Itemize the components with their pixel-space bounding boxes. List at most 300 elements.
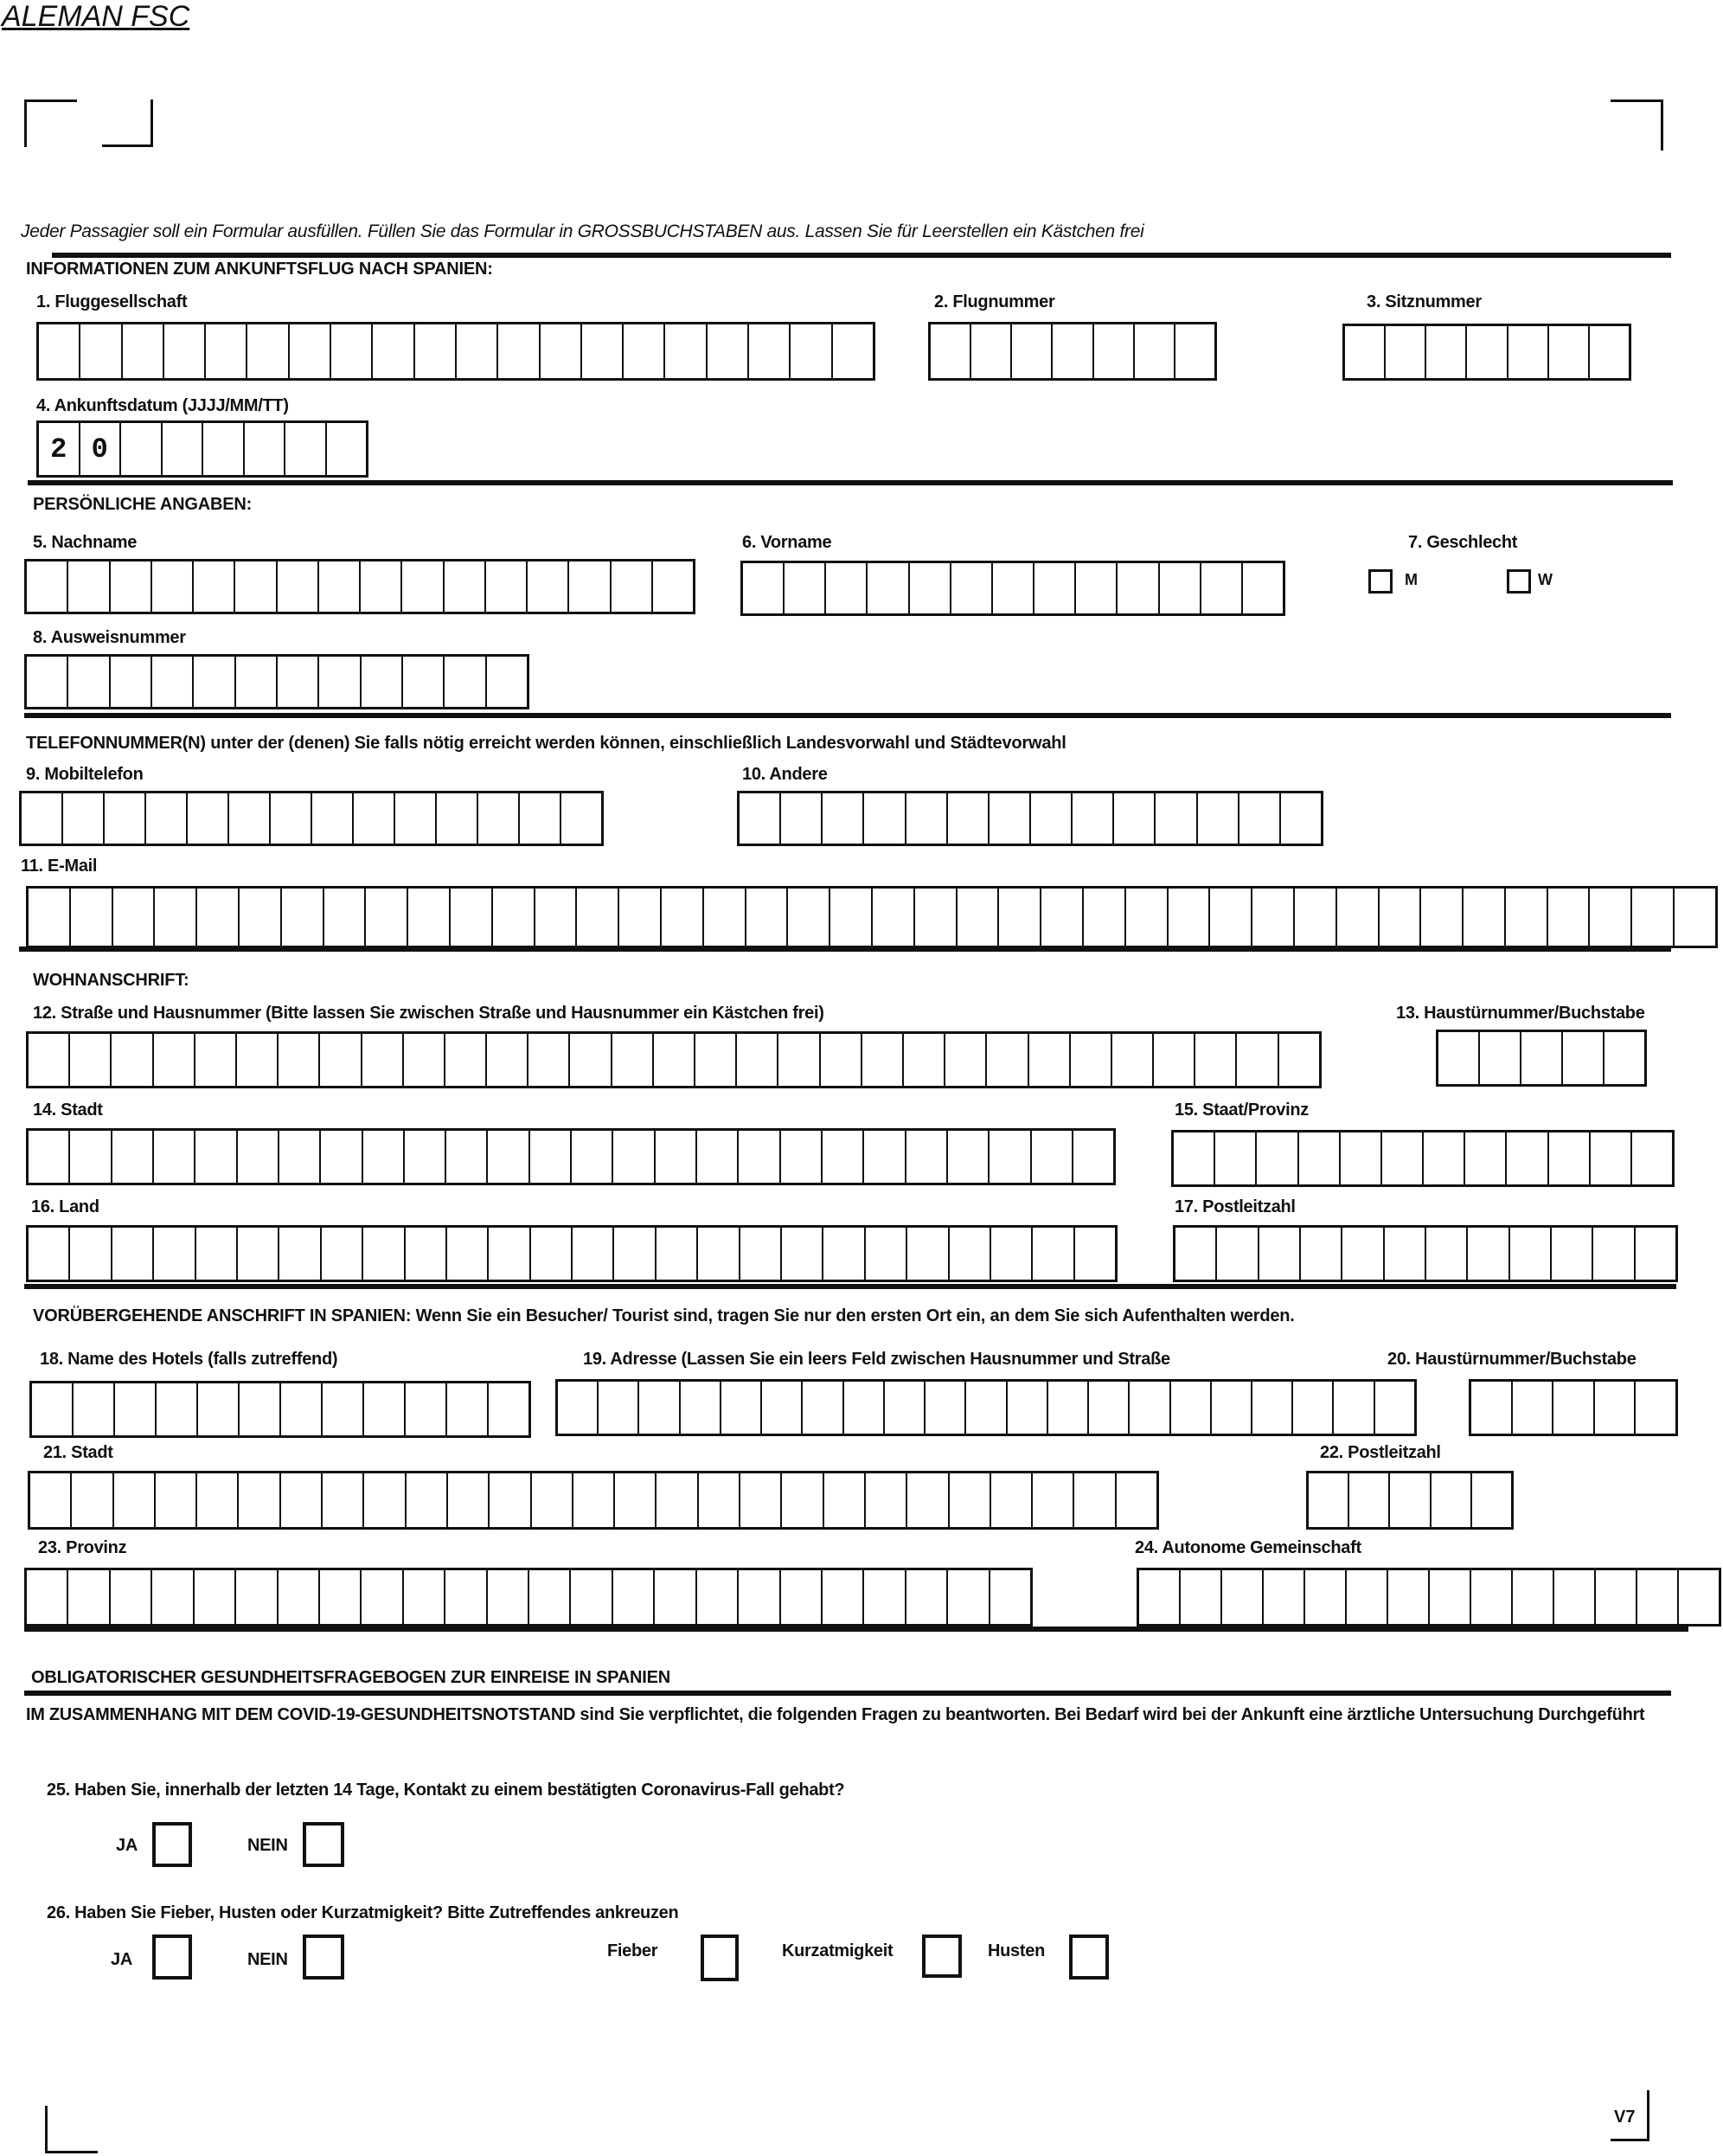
date-digit-3[interactable] xyxy=(121,423,163,475)
char-box[interactable] xyxy=(27,657,68,707)
char-box[interactable] xyxy=(240,889,282,946)
char-box[interactable] xyxy=(115,1383,157,1435)
char-box[interactable] xyxy=(362,1570,403,1624)
char-box[interactable] xyxy=(1169,889,1211,946)
char-box[interactable] xyxy=(361,561,402,612)
char-box[interactable] xyxy=(1636,1228,1675,1280)
temp-postal-code-field[interactable] xyxy=(1306,1471,1514,1530)
char-box[interactable] xyxy=(864,793,906,844)
char-box[interactable] xyxy=(864,1131,906,1183)
char-box[interactable] xyxy=(987,1034,1028,1086)
char-box[interactable] xyxy=(613,1131,655,1183)
char-box[interactable] xyxy=(948,1131,990,1183)
char-box[interactable] xyxy=(488,1131,529,1183)
char-box[interactable] xyxy=(906,1570,948,1624)
airline-field[interactable] xyxy=(36,322,875,381)
id-number-field[interactable] xyxy=(24,654,529,709)
char-box[interactable] xyxy=(1632,1133,1672,1184)
char-box[interactable] xyxy=(990,1131,1031,1183)
char-box[interactable] xyxy=(364,1473,406,1527)
last-name-field[interactable] xyxy=(24,559,695,614)
char-box[interactable] xyxy=(112,1034,153,1086)
char-box[interactable] xyxy=(279,1228,321,1280)
char-box[interactable] xyxy=(404,1034,445,1086)
char-box[interactable] xyxy=(405,1131,446,1183)
char-box[interactable] xyxy=(823,1228,865,1280)
char-box[interactable] xyxy=(743,563,785,613)
char-box[interactable] xyxy=(740,1228,782,1280)
char-box[interactable] xyxy=(1432,1473,1472,1527)
char-box[interactable] xyxy=(30,1473,72,1527)
char-box[interactable] xyxy=(1130,1382,1170,1434)
char-box[interactable] xyxy=(619,889,662,946)
char-box[interactable] xyxy=(1426,1228,1468,1280)
char-box[interactable] xyxy=(63,793,105,844)
char-box[interactable] xyxy=(1421,889,1464,946)
char-box[interactable] xyxy=(281,1383,323,1435)
char-box[interactable] xyxy=(71,889,113,946)
char-box[interactable] xyxy=(1430,1570,1471,1624)
q26-nein-checkbox[interactable] xyxy=(303,1935,344,1980)
char-box[interactable] xyxy=(613,1570,655,1624)
char-box[interactable] xyxy=(146,793,188,844)
state-field[interactable] xyxy=(1171,1130,1675,1187)
char-box[interactable] xyxy=(991,1228,1033,1280)
char-box[interactable] xyxy=(154,1034,195,1086)
char-box[interactable] xyxy=(681,1382,721,1434)
char-box[interactable] xyxy=(123,324,164,378)
char-box[interactable] xyxy=(29,1034,70,1086)
char-box[interactable] xyxy=(1424,1133,1465,1184)
char-box[interactable] xyxy=(445,1034,487,1086)
date-digit-4[interactable] xyxy=(163,423,204,475)
q25-ja-checkbox[interactable] xyxy=(152,1822,192,1867)
char-box[interactable] xyxy=(322,1228,363,1280)
char-box[interactable] xyxy=(697,1131,739,1183)
char-box[interactable] xyxy=(1507,1133,1548,1184)
door-number-field[interactable] xyxy=(1436,1030,1647,1087)
char-box[interactable] xyxy=(1508,326,1549,378)
char-box[interactable] xyxy=(1382,1133,1424,1184)
char-box[interactable] xyxy=(999,889,1041,946)
char-box[interactable] xyxy=(721,1382,762,1434)
char-box[interactable] xyxy=(1076,563,1118,613)
char-box[interactable] xyxy=(395,793,437,844)
char-box[interactable] xyxy=(238,1131,279,1183)
char-box[interactable] xyxy=(1073,1131,1113,1183)
postal-code-field[interactable] xyxy=(1173,1225,1678,1282)
char-box[interactable] xyxy=(1084,889,1126,946)
char-box[interactable] xyxy=(407,1473,448,1527)
char-box[interactable] xyxy=(247,324,289,378)
char-box[interactable] xyxy=(27,561,68,612)
char-box[interactable] xyxy=(1471,1382,1513,1434)
char-box[interactable] xyxy=(363,1228,405,1280)
char-box[interactable] xyxy=(657,1473,698,1527)
char-box[interactable] xyxy=(821,1034,862,1086)
char-box[interactable] xyxy=(906,793,948,844)
char-box[interactable] xyxy=(1239,793,1281,844)
char-box[interactable] xyxy=(1471,1570,1513,1624)
char-box[interactable] xyxy=(415,324,457,378)
char-box[interactable] xyxy=(29,1228,70,1280)
char-box[interactable] xyxy=(1510,1228,1552,1280)
char-box[interactable] xyxy=(39,324,80,378)
char-box[interactable] xyxy=(70,1034,112,1086)
char-box[interactable] xyxy=(990,793,1031,844)
char-box[interactable] xyxy=(915,889,958,946)
char-box[interactable] xyxy=(740,1473,782,1527)
char-box[interactable] xyxy=(236,1570,278,1624)
char-box[interactable] xyxy=(196,1228,238,1280)
char-box[interactable] xyxy=(1472,1473,1511,1527)
char-box[interactable] xyxy=(571,1570,612,1624)
char-box[interactable] xyxy=(530,1131,572,1183)
char-box[interactable] xyxy=(74,1383,115,1435)
char-box[interactable] xyxy=(238,1228,279,1280)
char-box[interactable] xyxy=(240,1383,281,1435)
char-box[interactable] xyxy=(966,1382,1007,1434)
char-box[interactable] xyxy=(572,1131,613,1183)
char-box[interactable] xyxy=(319,657,361,707)
char-box[interactable] xyxy=(373,324,414,378)
char-box[interactable] xyxy=(624,324,665,378)
char-box[interactable] xyxy=(105,793,146,844)
char-box[interactable] xyxy=(1349,1473,1390,1527)
char-box[interactable] xyxy=(493,889,535,946)
char-box[interactable] xyxy=(331,324,373,378)
char-box[interactable] xyxy=(366,889,408,946)
arrival-date-field[interactable] xyxy=(36,420,368,478)
char-box[interactable] xyxy=(113,889,156,946)
char-box[interactable] xyxy=(1257,1133,1298,1184)
char-box[interactable] xyxy=(363,1131,405,1183)
char-box[interactable] xyxy=(570,1034,612,1086)
char-box[interactable] xyxy=(950,1473,991,1527)
char-box[interactable] xyxy=(1029,1034,1071,1086)
char-box[interactable] xyxy=(1342,1228,1384,1280)
char-box[interactable] xyxy=(27,1570,68,1624)
q25-nein-checkbox[interactable] xyxy=(303,1822,344,1867)
char-box[interactable] xyxy=(1175,1228,1217,1280)
char-box[interactable] xyxy=(1139,1570,1181,1624)
char-box[interactable] xyxy=(320,1034,362,1086)
char-box[interactable] xyxy=(195,1570,236,1624)
char-box[interactable] xyxy=(235,561,277,612)
char-box[interactable] xyxy=(1252,1382,1293,1434)
char-box[interactable] xyxy=(194,657,235,707)
char-box[interactable] xyxy=(782,1228,823,1280)
char-box[interactable] xyxy=(532,1473,573,1527)
char-box[interactable] xyxy=(535,889,578,946)
seat-number-field[interactable] xyxy=(1342,324,1631,381)
char-box[interactable] xyxy=(782,1473,823,1527)
hotel-name-field[interactable] xyxy=(29,1381,531,1438)
char-box[interactable] xyxy=(599,1382,639,1434)
char-box[interactable] xyxy=(824,1473,866,1527)
char-box[interactable] xyxy=(1345,326,1386,378)
char-box[interactable] xyxy=(111,657,152,707)
char-box[interactable] xyxy=(1590,326,1629,378)
char-box[interactable] xyxy=(1595,1382,1637,1434)
char-box[interactable] xyxy=(364,1383,406,1435)
char-box[interactable] xyxy=(582,324,624,378)
gender-w-checkbox[interactable] xyxy=(1507,569,1531,594)
char-box[interactable] xyxy=(1632,889,1675,946)
char-box[interactable] xyxy=(1465,1133,1507,1184)
fever-checkbox[interactable] xyxy=(701,1935,739,1981)
char-box[interactable] xyxy=(1637,1570,1679,1624)
char-box[interactable] xyxy=(1341,1133,1382,1184)
char-box[interactable] xyxy=(1032,1131,1073,1183)
char-box[interactable] xyxy=(1174,1133,1215,1184)
char-box[interactable] xyxy=(1210,889,1252,946)
char-box[interactable] xyxy=(1549,326,1590,378)
autonomous-community-field[interactable] xyxy=(1137,1568,1721,1627)
char-box[interactable] xyxy=(971,324,1012,378)
char-box[interactable] xyxy=(698,1228,740,1280)
char-box[interactable] xyxy=(1375,1382,1414,1434)
char-box[interactable] xyxy=(164,324,206,378)
char-box[interactable] xyxy=(993,563,1034,613)
char-box[interactable] xyxy=(154,1228,195,1280)
char-box[interactable] xyxy=(112,1131,154,1183)
char-box[interactable] xyxy=(281,1473,323,1527)
char-box[interactable] xyxy=(931,324,971,378)
char-box[interactable] xyxy=(437,793,478,844)
char-box[interactable] xyxy=(279,1034,320,1086)
temp-street-field[interactable] xyxy=(555,1379,1417,1436)
char-box[interactable] xyxy=(404,1570,445,1624)
char-box[interactable] xyxy=(447,1383,489,1435)
char-box[interactable] xyxy=(1181,1570,1222,1624)
char-box[interactable] xyxy=(32,1383,74,1435)
char-box[interactable] xyxy=(740,793,781,844)
char-box[interactable] xyxy=(487,657,527,707)
char-box[interactable] xyxy=(950,1228,991,1280)
char-box[interactable] xyxy=(206,324,247,378)
char-box[interactable] xyxy=(1135,324,1175,378)
char-box[interactable] xyxy=(907,1473,949,1527)
char-box[interactable] xyxy=(1385,1228,1426,1280)
char-box[interactable] xyxy=(926,1382,966,1434)
char-box[interactable] xyxy=(573,1473,615,1527)
char-box[interactable] xyxy=(239,1473,280,1527)
char-box[interactable] xyxy=(278,561,319,612)
char-box[interactable] xyxy=(656,1131,697,1183)
char-box[interactable] xyxy=(833,324,873,378)
char-box[interactable] xyxy=(781,1570,823,1624)
char-box[interactable] xyxy=(282,889,324,946)
char-box[interactable] xyxy=(448,1473,490,1527)
char-box[interactable] xyxy=(830,889,873,946)
char-box[interactable] xyxy=(990,1570,1030,1624)
char-box[interactable] xyxy=(695,1034,737,1086)
char-box[interactable] xyxy=(1480,1032,1521,1084)
char-box[interactable] xyxy=(945,1034,987,1086)
char-box[interactable] xyxy=(1305,1570,1347,1624)
char-box[interactable] xyxy=(520,793,561,844)
char-box[interactable] xyxy=(319,561,361,612)
char-box[interactable] xyxy=(561,793,601,844)
char-box[interactable] xyxy=(573,1228,614,1280)
char-box[interactable] xyxy=(1252,889,1295,946)
char-box[interactable] xyxy=(445,657,486,707)
gender-m-checkbox[interactable] xyxy=(1368,569,1393,594)
char-box[interactable] xyxy=(156,1473,197,1527)
char-box[interactable] xyxy=(1243,563,1283,613)
char-box[interactable] xyxy=(1071,1034,1112,1086)
date-digit-1[interactable]: 2 xyxy=(39,423,80,475)
char-box[interactable] xyxy=(1380,889,1422,946)
char-box[interactable] xyxy=(558,1382,599,1434)
char-box[interactable] xyxy=(749,324,791,378)
char-box[interactable] xyxy=(612,1034,654,1086)
char-box[interactable] xyxy=(785,563,826,613)
char-box[interactable] xyxy=(868,563,909,613)
char-box[interactable] xyxy=(229,793,271,844)
char-box[interactable] xyxy=(478,793,520,844)
char-box[interactable] xyxy=(312,793,354,844)
char-box[interactable] xyxy=(1222,1570,1264,1624)
char-box[interactable] xyxy=(1053,324,1093,378)
char-box[interactable] xyxy=(1160,563,1201,613)
char-box[interactable] xyxy=(1154,1034,1195,1086)
char-box[interactable] xyxy=(195,1131,237,1183)
char-box[interactable] xyxy=(188,793,229,844)
char-box[interactable] xyxy=(1259,1228,1301,1280)
char-box[interactable] xyxy=(1521,1032,1563,1084)
char-box[interactable] xyxy=(1506,889,1548,946)
char-box[interactable] xyxy=(958,889,1000,946)
char-box[interactable] xyxy=(80,324,122,378)
char-box[interactable] xyxy=(1386,326,1426,378)
q26-ja-checkbox[interactable] xyxy=(152,1935,192,1980)
province-field[interactable] xyxy=(24,1568,1033,1627)
char-box[interactable] xyxy=(490,1473,531,1527)
char-box[interactable] xyxy=(1337,889,1380,946)
char-box[interactable] xyxy=(1073,793,1114,844)
char-box[interactable] xyxy=(1552,1228,1593,1280)
char-box[interactable] xyxy=(197,1473,239,1527)
char-box[interactable] xyxy=(321,1131,362,1183)
char-box[interactable] xyxy=(362,1034,404,1086)
char-box[interactable] xyxy=(697,1570,739,1624)
char-box[interactable] xyxy=(866,1473,907,1527)
char-box[interactable] xyxy=(615,1473,657,1527)
char-box[interactable] xyxy=(1033,1473,1074,1527)
char-box[interactable] xyxy=(791,324,832,378)
street-field[interactable] xyxy=(26,1031,1322,1088)
char-box[interactable] xyxy=(910,563,951,613)
city-field[interactable] xyxy=(26,1128,1116,1185)
char-box[interactable] xyxy=(654,1034,695,1086)
char-box[interactable] xyxy=(1426,326,1467,378)
char-box[interactable] xyxy=(70,1228,112,1280)
char-box[interactable] xyxy=(278,657,319,707)
char-box[interactable] xyxy=(1513,1570,1554,1624)
char-box[interactable] xyxy=(1281,793,1321,844)
char-box[interactable] xyxy=(445,561,486,612)
char-box[interactable] xyxy=(406,1228,447,1280)
char-box[interactable] xyxy=(1593,1228,1635,1280)
other-phone-field[interactable] xyxy=(737,791,1323,846)
temp-city-field[interactable] xyxy=(28,1471,1159,1530)
char-box[interactable] xyxy=(1591,1133,1632,1184)
char-box[interactable] xyxy=(612,561,653,612)
char-box[interactable] xyxy=(112,1228,154,1280)
char-box[interactable] xyxy=(1033,1228,1074,1280)
char-box[interactable] xyxy=(1201,563,1243,613)
char-box[interactable] xyxy=(1117,1473,1156,1527)
char-box[interactable] xyxy=(197,889,240,946)
char-box[interactable] xyxy=(531,1228,573,1280)
char-box[interactable] xyxy=(739,1131,780,1183)
char-box[interactable] xyxy=(323,1383,364,1435)
char-box[interactable] xyxy=(803,1382,843,1434)
char-box[interactable] xyxy=(1175,324,1214,378)
char-box[interactable] xyxy=(788,889,830,946)
char-box[interactable] xyxy=(271,793,312,844)
char-box[interactable] xyxy=(489,1228,530,1280)
email-field[interactable] xyxy=(26,886,1718,948)
char-box[interactable] xyxy=(1675,889,1715,946)
char-box[interactable] xyxy=(1309,1473,1349,1527)
char-box[interactable] xyxy=(1468,1228,1509,1280)
char-box[interactable] xyxy=(446,1131,488,1183)
date-digit-8[interactable] xyxy=(327,423,367,475)
char-box[interactable] xyxy=(1295,889,1337,946)
char-box[interactable] xyxy=(528,1034,570,1086)
char-box[interactable] xyxy=(155,889,197,946)
temp-door-number-field[interactable] xyxy=(1469,1379,1678,1436)
char-box[interactable] xyxy=(541,324,582,378)
char-box[interactable] xyxy=(699,1473,740,1527)
char-box[interactable] xyxy=(236,657,278,707)
char-box[interactable] xyxy=(1094,324,1135,378)
char-box[interactable] xyxy=(1264,1570,1305,1624)
char-box[interactable] xyxy=(152,657,194,707)
char-box[interactable] xyxy=(1171,1382,1212,1434)
date-digit-7[interactable] xyxy=(285,423,327,475)
char-box[interactable] xyxy=(68,561,110,612)
char-box[interactable] xyxy=(704,889,746,946)
char-box[interactable] xyxy=(653,561,693,612)
char-box[interactable] xyxy=(864,1570,906,1624)
char-box[interactable] xyxy=(1299,1133,1341,1184)
date-digit-5[interactable] xyxy=(203,423,245,475)
char-box[interactable] xyxy=(70,1131,112,1183)
char-box[interactable] xyxy=(279,1131,321,1183)
char-box[interactable] xyxy=(402,561,444,612)
char-box[interactable] xyxy=(1195,1034,1237,1086)
char-box[interactable] xyxy=(739,1570,780,1624)
flight-number-field[interactable] xyxy=(928,322,1217,381)
char-box[interactable] xyxy=(737,1034,778,1086)
char-box[interactable] xyxy=(1590,889,1632,946)
char-box[interactable] xyxy=(823,1131,864,1183)
country-field[interactable] xyxy=(26,1225,1118,1282)
char-box[interactable] xyxy=(991,1473,1033,1527)
char-box[interactable] xyxy=(569,561,611,612)
char-box[interactable] xyxy=(362,657,403,707)
char-box[interactable] xyxy=(528,561,569,612)
char-box[interactable] xyxy=(1048,1382,1089,1434)
char-box[interactable] xyxy=(114,1473,156,1527)
char-box[interactable] xyxy=(655,1570,696,1624)
char-box[interactable] xyxy=(1438,1032,1480,1084)
char-box[interactable] xyxy=(1031,793,1073,844)
